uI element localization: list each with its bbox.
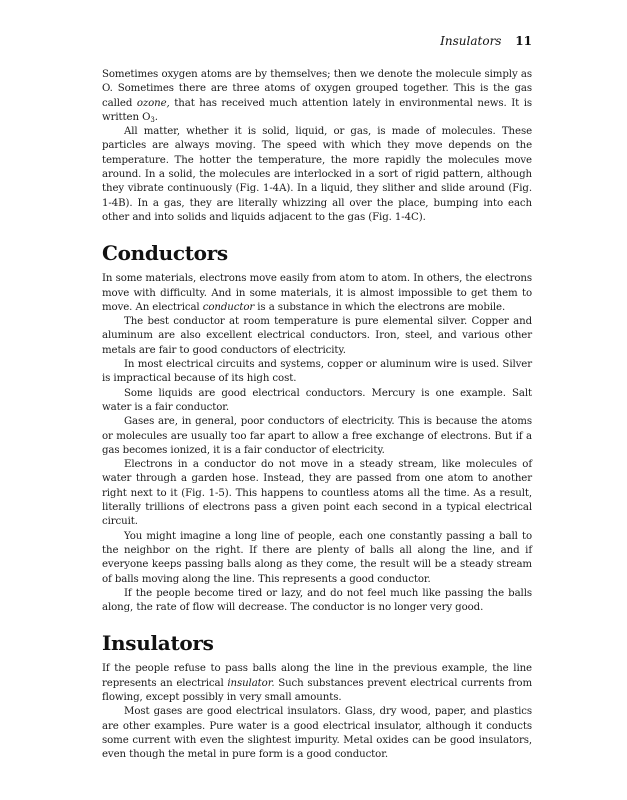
- conductors-paragraph-7: You might imagine a long line of people, each one constantly passing a ball to the neighbor on the right. If there are plenty of balls all along the line, and if everyone keeps passing balls along as they come, the result will be a steady stream of balls moving along the line. This represents a good conductor.: [102, 530, 532, 585]
- running-head-title: Insulators: [440, 34, 502, 48]
- insulators-paragraph-1: [102, 662, 532, 705]
- conductors-paragraph-8: If the people become tired or lazy, and do not feel much like passing the balls along, the rate of flow will decrease. The conductor is no longer very good.: [102, 587, 532, 614]
- text-run: Such substances prevent electrical currents from flowing, except possibly in very small amounts.: [102, 677, 533, 703]
- conductors-paragraph-6: Electrons in a conductor do not move in a steady stream, like molecules of water through a garden hose. Instead, they are passed from one atom to another right next to it (Fig. 1-5). This happens to countless atoms all the time. As a result, literally trillions of electrons pass a given point each second in a typical electrical circuit.: [102, 459, 532, 528]
- intro-paragraph-1: [102, 68, 532, 125]
- conductors-paragraph-5: Gases are, in general, poor conductors of electricity. This is because the atoms or molecules are usually too far apart to allow a free exchange of electrons. But if a gas becomes ionized, it is a fair conductor of electricity.: [102, 416, 532, 456]
- conductors-paragraph-2: The best conductor at room temperature is pure elemental silver. Copper and aluminum are also excellent electrical conductors. Iron, steel, and various other metals are fair to good conductors of electricity.: [102, 316, 532, 356]
- text-run: .: [154, 111, 158, 123]
- conductors-paragraph-3: In most electrical circuits and systems, copper or aluminum wire is used. Silver is impractical because of its high cost.: [102, 359, 532, 385]
- insulators-paragraph-2: Most gases are good electrical insulators. Glass, dry wood, paper, and plastics are other examples. Pure water is a good electrical insulator, although it conducts some current with even the slightest impurity. Metal oxides can be good insulators, even though the metal in pure form is a good conductor.: [102, 706, 532, 761]
- term-ozone: ozone,: [136, 97, 170, 109]
- text-run: If the people refuse to pass balls along the line in the previous example, the line represents an electrical: [102, 663, 532, 689]
- term-insulator: insulator.: [227, 677, 275, 689]
- text-run: Sometimes oxygen atoms are by themselves; then we denote the molecule simply as O. Sometimes there are three atoms of oxygen grouped together. This is the gas called: [102, 69, 532, 109]
- text-run: that has received much attention lately in environmental news. It is written O: [102, 97, 532, 123]
- term-conductor: conductor: [202, 301, 255, 313]
- page-number: 11: [515, 34, 532, 48]
- intro-paragraph-2: All matter, whether it is solid, liquid, or gas, is made of molecules. These particles are always moving. The speed with which they move depends on the temperature. The hotter the temperature, the more rapidly the molecules move around. In a solid, the molecules are interlocked in a sort of rigid pattern, although they vibrate continuously (Fig. 1-4A). In a liquid, they slither and slide around (Fig. 1-4B). In a gas, they are literally whizzing all over the place, bumping into each other and into solids and liquids adjacent to the gas (Fig. 1-4C).: [102, 126, 532, 223]
- text-run: In some materials, electrons move easily from atom to atom. In others, the electrons move with difficulty. And in some materials, it is almost impossible to get them to move. An electrical: [102, 273, 532, 313]
- conductors-paragraph-4: Some liquids are good electrical conductors. Mercury is one example. Salt water is a fair conductor.: [102, 387, 532, 413]
- running-head: [440, 34, 532, 48]
- conductors-paragraph-1: [102, 272, 532, 315]
- section-heading-conductors: Conductors: [102, 241, 228, 266]
- section-heading-insulators: Insulators: [102, 631, 214, 656]
- body-text: [102, 68, 532, 762]
- text-run: is a substance in which the electrons are mobile.: [254, 301, 506, 313]
- subscript: 3: [150, 115, 155, 124]
